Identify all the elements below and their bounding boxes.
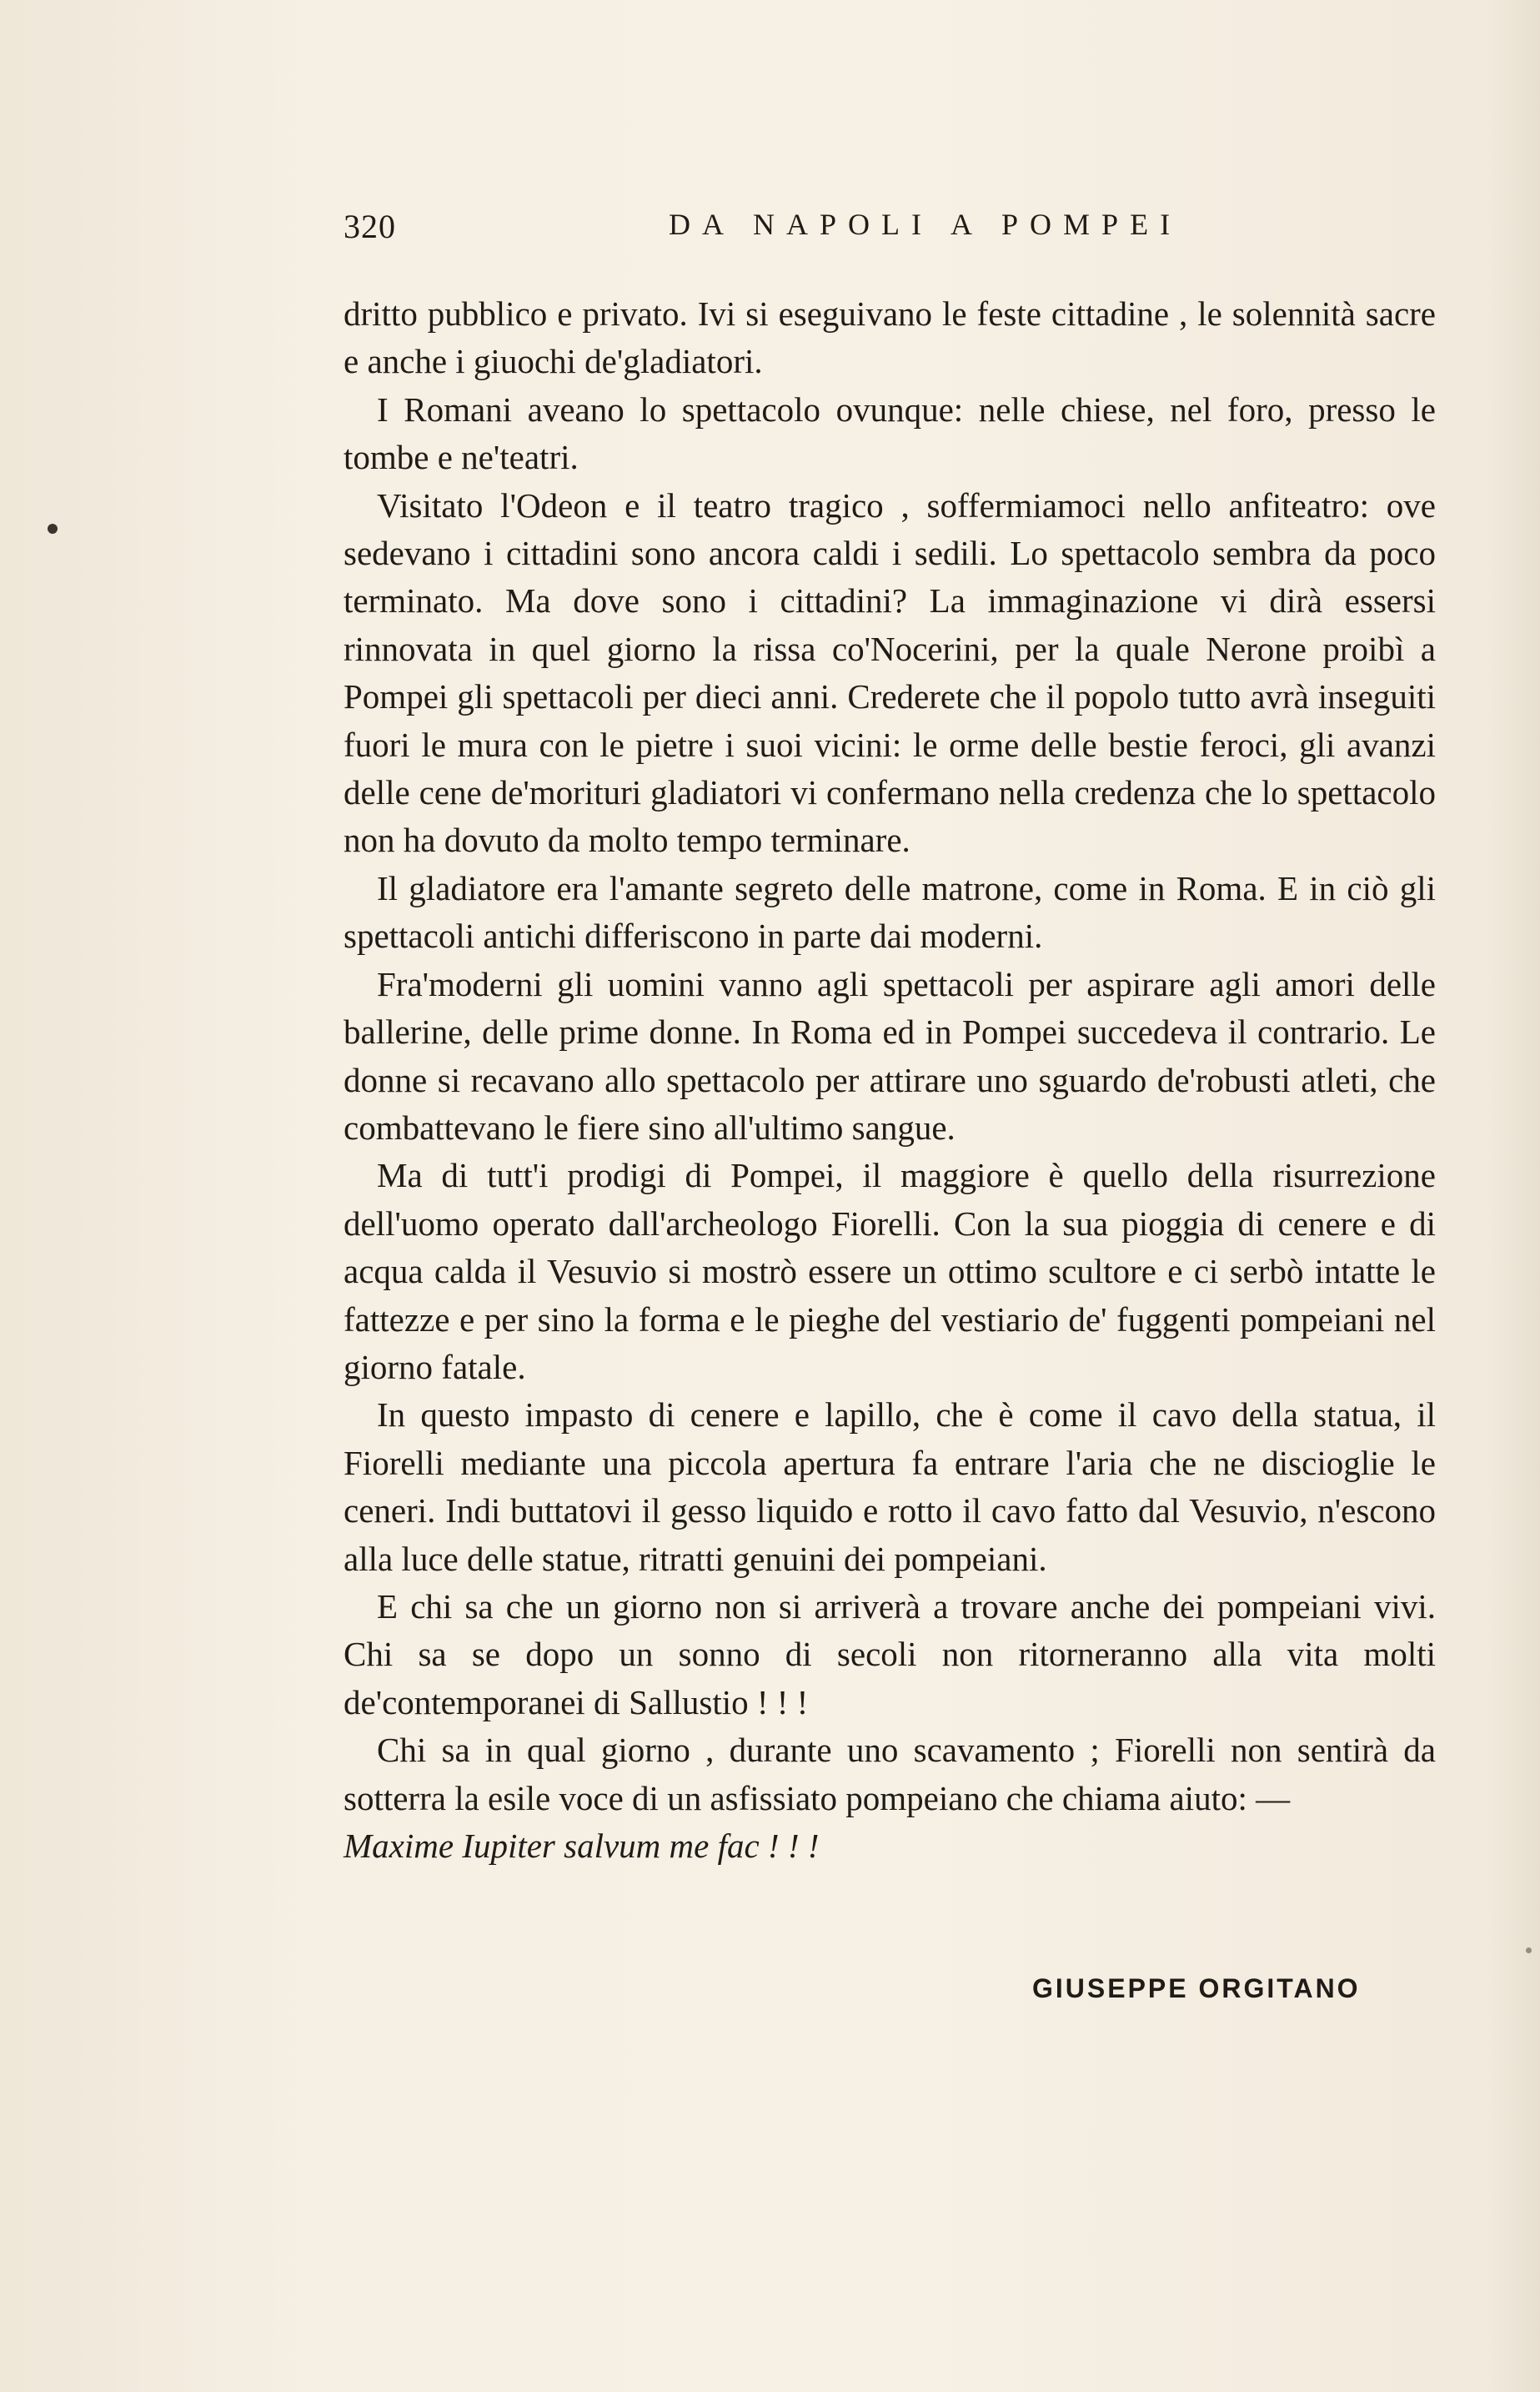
- paragraph-6: Ma di tutt'i prodigi di Pompei, il maggiore è quello della risurrezione dell'uomo operato dall'archeologo Fiorelli. Con la sua pioggia di cenere e di acqua calda il Vesuvio si mostrò essere un ottimo scultore e ci serbò intatte le fattezze e per sino la forma e le pieghe del vestiario de' fuggenti pompeiani nel giorno fatale.: [344, 1156, 1436, 1386]
- latin-quote: Maxime Iupiter salvum me fac ! ! !: [344, 1827, 820, 1865]
- body-text: [344, 290, 1436, 1870]
- paragraph-9: Chi sa in qual giorno , durante uno scavamento ; Fiorelli non sentirà da sotterra la esile voce di un asfissiato pompeiano che chiama aiuto: —: [344, 1731, 1436, 1817]
- paragraph-1: dritto pubblico e privato. Ivi si eseguivano le feste cittadine , le solennità sacre e anche i giuochi de'gladiatori.: [344, 294, 1436, 381]
- paragraph-8: E chi sa che un giorno non si arriverà a trovare anche dei pompeiani vivi. Chi sa se dopo un sonno di secoli non ritorneranno alla vita molti de'contemporanei di Sallustio ! ! !: [344, 1586, 1436, 1721]
- page-number: 320: [344, 208, 396, 245]
- author-signature: GIUSEPPE ORGITANO: [1032, 1973, 1361, 2003]
- paragraph-3: Visitato l'Odeon e il teatro tragico , soffermiamoci nello anfiteatro: ove sedevano i cittadini sono ancora caldi i sedili. Lo spettacolo sembra da poco terminato. Ma dove sono i cittadini? La immaginazione vi dirà essersi rinnovata in quel giorno la rissa co'Nocerini, per la quale Nerone proibì a Pompei gli spettacoli per dieci anni. Crederete che il popolo tutto avrà inseguiti fuori le mura con le pietre i suoi vicini: le orme delle bestie feroci, gli avanzi delle cene de'morituri gladiatori vi confermano nella credenza che lo spettacolo non ha dovuto da molto tempo terminare.: [344, 485, 1436, 860]
- paragraph-5: Fra'moderni gli uomini vanno agli spettacoli per aspirare agli amori delle ballerine, delle prime donne. In Roma ed in Pompei succedeva il contrario. Le donne si recavano allo spettacolo per attirare uno sguardo de'robusti atleti, che combattevano le fiere sino all'ultimo sangue.: [344, 964, 1436, 1147]
- paragraph-7: In questo impasto di cenere e lapillo, che è come il cavo della statua, il Fiorelli mediante una piccola apertura fa entrare l'aria che ne discioglie le ceneri. Indi buttatovi il gesso liquido e rotto il cavo fatto dal Vesuvio, n'escono alla luce delle statue, ritratti genuini dei pompeiani.: [344, 1395, 1436, 1578]
- paragraph-4: Il gladiatore era l'amante segreto delle matrone, come in Roma. E in ciò gli spettacoli antichi differiscono in parte dai moderni.: [344, 868, 1436, 956]
- running-head: [344, 207, 1436, 249]
- paragraph-2: I Romani aveano lo spettacolo ovunque: nelle chiese, nel foro, presso le tombe e ne'teatri.: [344, 389, 1436, 477]
- running-title: DA NAPOLI A POMPEI: [669, 208, 1182, 241]
- ink-speck: [48, 524, 58, 534]
- ink-speck: [1526, 1947, 1532, 1953]
